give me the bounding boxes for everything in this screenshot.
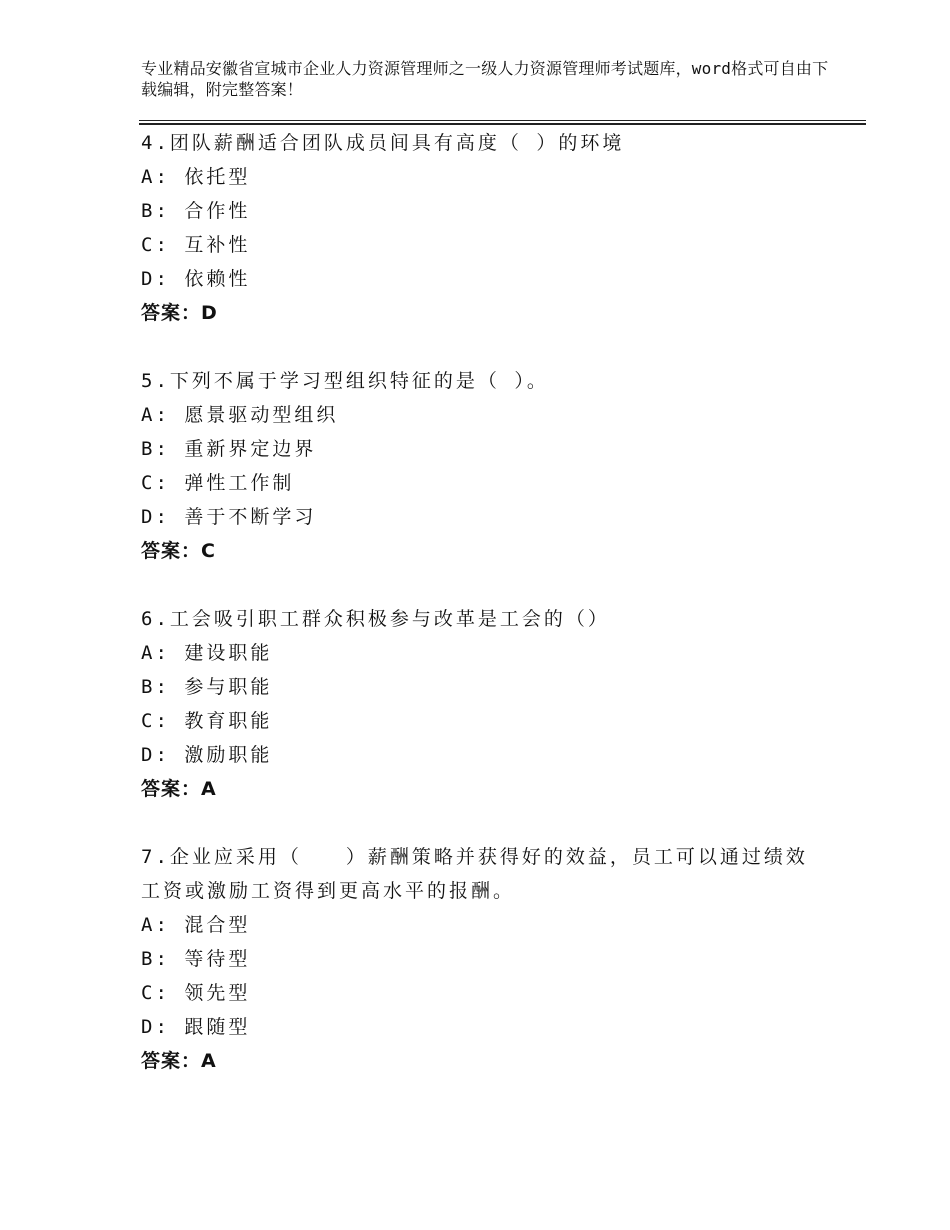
option-b: B: 等待型 (141, 948, 251, 970)
option-a: A: 愿景驱动型组织 (141, 404, 339, 426)
option-b: B: 参与职能 (141, 676, 273, 698)
option-c: C: 弹性工作制 (141, 472, 295, 494)
option-d: D: 善于不断学习 (141, 506, 317, 528)
option-d: D: 跟随型 (141, 1016, 251, 1038)
header-divider-bottom (139, 123, 866, 125)
option-c: C: 教育职能 (141, 710, 273, 732)
question-5 (141, 364, 821, 568)
question-stem: 7.企业应采用（ ）薪酬策略并获得好的效益，员工可以通过绩效工资或激励工资得到更高水平的报酬。 (141, 846, 808, 902)
option-a: A: 建设职能 (141, 642, 273, 664)
question-7 (141, 840, 821, 1078)
answer-line: 答案：C (141, 540, 216, 562)
option-a: A: 混合型 (141, 914, 251, 936)
question-stem: 5.下列不属于学习型组织特征的是（ ）。 (141, 370, 549, 392)
answer-line: 答案：A (141, 1050, 217, 1072)
answer-line: 答案：A (141, 778, 217, 800)
document-header: 专业精品安徽省宣城市企业人力资源管理师之一级人力资源管理师考试题库，word格式可自由下载编辑，附完整答案！ (141, 59, 829, 99)
question-6 (141, 602, 821, 806)
option-a: A: 依托型 (141, 166, 251, 188)
question-4 (141, 126, 821, 330)
question-stem: 6.工会吸引职工群众积极参与改革是工会的（） (141, 608, 610, 630)
option-c: C: 互补性 (141, 234, 251, 256)
option-d: D: 激励职能 (141, 744, 273, 766)
header-divider-top (139, 120, 866, 121)
question-list (141, 126, 821, 1112)
option-b: B: 重新界定边界 (141, 438, 317, 460)
option-c: C: 领先型 (141, 982, 251, 1004)
question-stem: 4.团队薪酬适合团队成员间具有高度（ ）的环境 (141, 132, 625, 154)
option-b: B: 合作性 (141, 200, 251, 222)
option-d: D: 依赖性 (141, 268, 251, 290)
answer-line: 答案：D (141, 302, 218, 324)
